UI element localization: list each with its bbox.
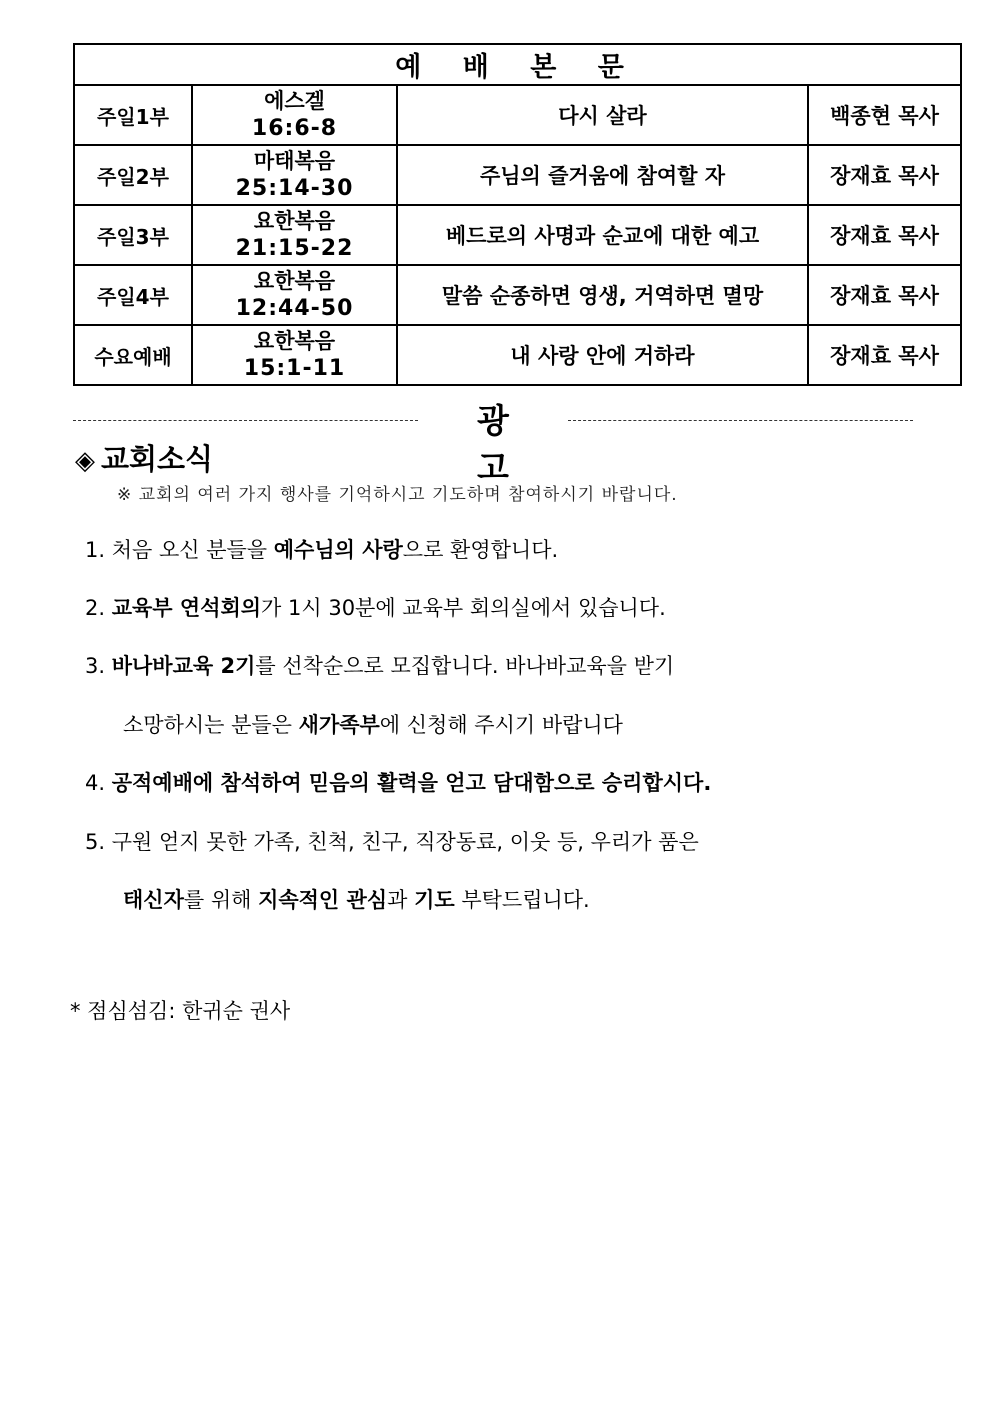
item-text: 부탁드립니다. [454, 888, 590, 912]
item-number: 4. [85, 771, 106, 795]
item-emphasis: 공적예배에 참석하여 믿음의 활력을 얻고 담대함으로 승리합시다. [111, 771, 712, 795]
announcement-4 [85, 767, 711, 797]
item-text: 소망하시는 분들은 [123, 713, 299, 737]
item-text: 에 신청해 주시기 바랍니다 [379, 713, 623, 737]
table-row [74, 145, 961, 205]
announcements-title: 광 고 [477, 401, 549, 487]
diamond-icon: ◈ [75, 446, 95, 476]
item-text: 과 [387, 888, 415, 912]
table-row [74, 85, 961, 145]
news-note: ※ 교회의 여러 가지 행사를 기억하시고 기도하며 참여하시기 바랍니다. [117, 485, 678, 505]
item-emphasis: 예수님의 사랑 [273, 538, 403, 562]
church-news-heading [75, 437, 213, 478]
church-news-title: 교회소식 [101, 442, 214, 476]
dashed-rule-right [568, 420, 913, 421]
service-name: 주일1부 [74, 85, 192, 145]
sermon-title: 말씀 순종하면 영생, 거역하면 멸망 [397, 265, 808, 325]
table-row [74, 205, 961, 265]
item-text: 에 교육부 회의실에서 있습니다. [375, 596, 666, 620]
item-emphasis: 태신자 [123, 888, 184, 912]
announcement-5 [85, 826, 699, 856]
sermon-title: 내 사랑 안에 거하라 [397, 325, 808, 385]
scripture-book: 마태복음 [253, 149, 336, 173]
scripture-ref: 16:6-8 [251, 116, 338, 141]
scripture-cell [192, 145, 397, 205]
item-text: 가 1시 30분 [261, 596, 376, 620]
item-emphasis: 교육부 연석회의 [111, 596, 262, 620]
item-number: 2. [85, 596, 106, 620]
scripture-ref: 12:44-50 [235, 296, 354, 321]
announcement-2 [85, 592, 666, 622]
item-text: 를 위해 [183, 888, 259, 912]
pastor-name: 장재효 목사 [808, 145, 961, 205]
pastor-name: 장재효 목사 [808, 325, 961, 385]
service-name: 수요예배 [74, 325, 192, 385]
item-text: 구원 얻지 못한 가족, 친척, 친구, 직장동료, 이웃 등, 우리가 품은 [111, 830, 699, 854]
lunch-service-note: * 점심섬김: 한귀순 권사 [70, 999, 291, 1023]
dashed-rule-left [73, 420, 418, 421]
item-text: 으로 환영합니다. [402, 538, 559, 562]
item-emphasis: 기도 [414, 888, 455, 912]
scripture-book: 에스겔 [264, 89, 325, 113]
scripture-cell [192, 205, 397, 265]
announcement-3-cont [123, 709, 623, 739]
item-emphasis: 새가족부 [298, 713, 380, 737]
scripture-book: 요한복음 [253, 209, 336, 233]
table-row [74, 265, 961, 325]
item-emphasis: 바나바교육 2기 [111, 654, 256, 678]
service-name: 주일4부 [74, 265, 192, 325]
service-name: 주일2부 [74, 145, 192, 205]
scripture-cell [192, 325, 397, 385]
item-number: 1. [85, 538, 106, 562]
scripture-cell [192, 85, 397, 145]
pastor-name: 장재효 목사 [808, 205, 961, 265]
announcement-5-cont [123, 884, 590, 914]
sermon-title: 주님의 즐거움에 참여할 자 [397, 145, 808, 205]
scripture-ref: 21:15-22 [235, 236, 354, 261]
announcement-3 [85, 650, 674, 680]
service-name: 주일3부 [74, 205, 192, 265]
schedule-title: 예 배 본 문 [74, 44, 961, 85]
announcement-1 [85, 534, 558, 564]
item-text: 를 선착순으로 모집합니다. 바나바교육을 받기 [255, 654, 675, 678]
scripture-book: 요한복음 [253, 329, 336, 353]
item-number: 5. [85, 830, 106, 854]
sermon-title: 베드로의 사명과 순교에 대한 예고 [397, 205, 808, 265]
scripture-ref: 25:14-30 [235, 176, 354, 201]
scripture-cell [192, 265, 397, 325]
item-text: 처음 오신 분들을 [111, 538, 274, 562]
pastor-name: 백종현 목사 [808, 85, 961, 145]
sermon-title: 다시 살라 [397, 85, 808, 145]
item-number: 3. [85, 654, 106, 678]
pastor-name: 장재효 목사 [808, 265, 961, 325]
table-row [74, 325, 961, 385]
worship-schedule-table [73, 43, 962, 386]
item-emphasis: 지속적인 관심 [258, 888, 388, 912]
scripture-ref: 15:1-11 [243, 356, 346, 381]
scripture-book: 요한복음 [253, 269, 336, 293]
